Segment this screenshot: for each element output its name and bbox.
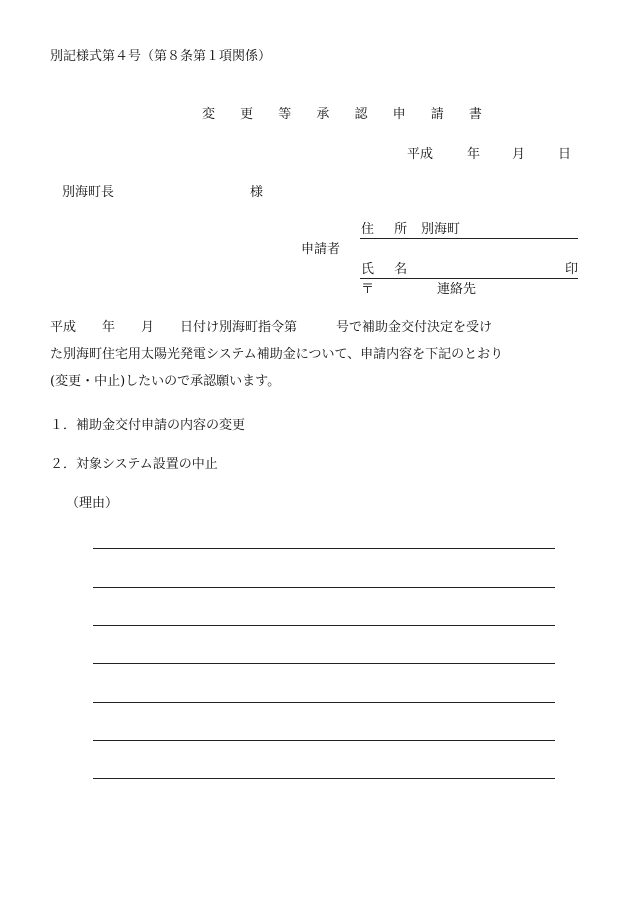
body-text-line: 平成 年 月 日付け別海町指令第 号で補助金交付決定を受け bbox=[50, 320, 493, 335]
name-label: 氏 名 bbox=[361, 262, 416, 277]
addressee-honorific: 様 bbox=[250, 185, 264, 200]
date-month-label: 月 bbox=[512, 147, 526, 162]
option-content-change: １．補助金交付申請の内容の変更 bbox=[50, 418, 246, 433]
reason-line[interactable] bbox=[93, 548, 555, 549]
address-field[interactable]: 別海町 bbox=[421, 222, 461, 237]
document-title: 変 更 等 承 認 申 請 書 bbox=[202, 107, 493, 122]
addressee-name: 別海町長 bbox=[62, 185, 115, 200]
postal-mark: 〒 bbox=[361, 282, 375, 297]
reason-line[interactable] bbox=[93, 587, 555, 588]
reason-line[interactable] bbox=[93, 702, 555, 703]
reason-line[interactable] bbox=[93, 625, 555, 626]
address-underline bbox=[360, 238, 578, 239]
reason-line[interactable] bbox=[93, 663, 555, 664]
date-era: 平成 bbox=[407, 147, 434, 162]
form-number: 別記様式第４号（第８条第１項関係） bbox=[50, 49, 272, 64]
applicant-label: 申請者 bbox=[301, 242, 341, 257]
option-installation-cancel: ２．対象システム設置の中止 bbox=[50, 457, 218, 472]
address-label: 住 所 bbox=[361, 222, 416, 237]
body-text-line: た別海町住宅用太陽光発電システム補助金について、申請内容を下記のとおり bbox=[50, 347, 504, 362]
contact-label: 連絡先 bbox=[437, 282, 477, 297]
date-year-label: 年 bbox=[467, 147, 481, 162]
name-underline[interactable] bbox=[360, 278, 578, 279]
reason-label: （理由） bbox=[66, 496, 119, 511]
date-day-label: 日 bbox=[558, 147, 572, 162]
seal-mark: 印 bbox=[565, 262, 579, 277]
reason-line[interactable] bbox=[93, 740, 555, 741]
body-text-line: (変更・中止)したいので承認願います。 bbox=[50, 374, 281, 389]
reason-line[interactable] bbox=[93, 778, 555, 779]
